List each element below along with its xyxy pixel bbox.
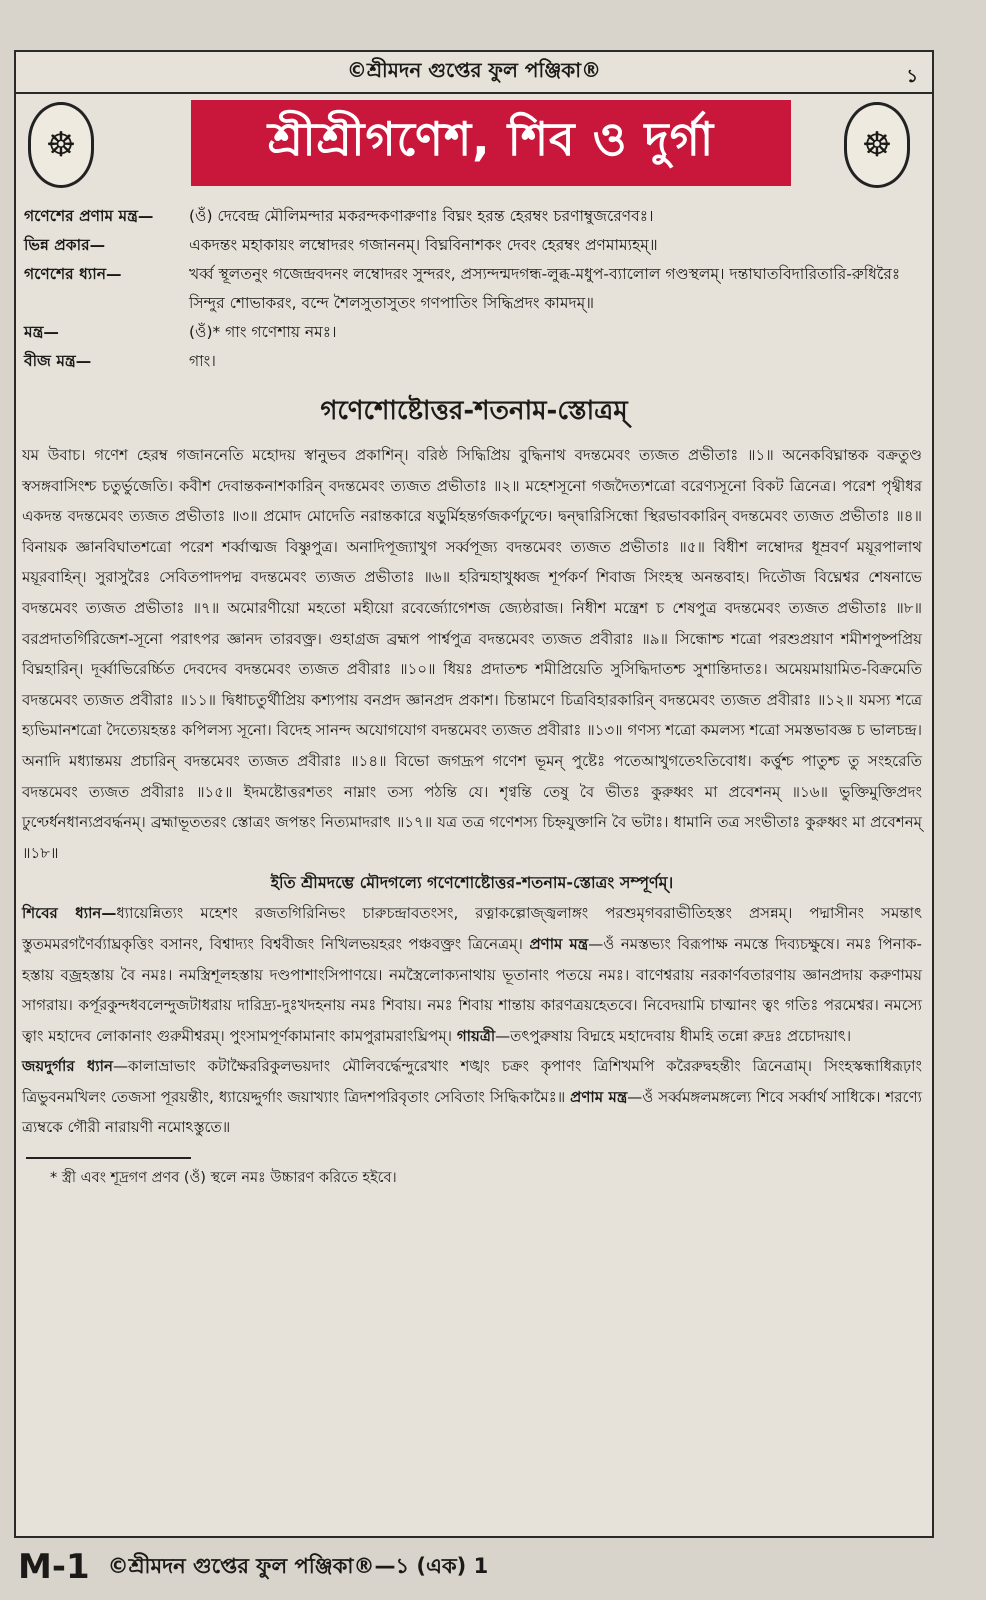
durga-pranam-text: —ওঁ সর্ব্বমঙ্গলমঙ্গল্যে শিবে সর্ব্বার্থ সাধিকে। শরণ্যে ত্র্যম্বকে গৌরী নারায়ণী নমোঽস্তুতে॥ (22, 1087, 922, 1137)
footnote: * স্ত্রী এবং শূদ্রগণ প্রণব (ওঁ) স্থলে নমঃ উচ্চারণ করিতে হইবে। (50, 1170, 397, 1187)
mantra-row (24, 347, 922, 376)
shiva-pranam-text: —ওঁ নমস্তভ্যং বিরূপাক্ষ নমস্তে দিব্যচক্ষুষে। নমঃ পিনাক-হস্তায় বজ্রহস্তায় বৈ নমঃ। নমস্ত্রিশূলহস্তায় দণ্ডপাশাংসিপাণয়ে। নমস্ত্রৈলোক্যনাথায় ভূতানাং পতয়ে নমঃ। বাণেশ্বরায় নরকার্ণবতারণায় জ্ঞানপ্রদায় করুণাময় সাগরায়। কর্পূরকুন্দধবলেন্দুজটাধরায় দারিদ্র্য-দুঃখদহনায় নমঃ শিবায়। নমঃ শিবায় শান্তায় কারণত্রয়হেতবে। নিবেদয়ামি চাত্মানং ত্বং গতিঃ পরমেশ্বর। নমস্যে ত্বাং মহাদেব লোকানাং গুরুমীশ্বরম্। পুংসামপূর্ণকামানাং কামপুরামরাংঘ্রিপম্। (22, 934, 922, 1045)
mantra-label: গণেশের ধ্যান— (24, 265, 122, 283)
ganesha-emblem-icon: ☸ (28, 102, 94, 188)
mantra-label: ভিন্ন প্রকার— (24, 236, 106, 254)
mantra-label: মন্ত্র— (24, 323, 59, 341)
durga-pranam-label: প্রণাম মন্ত্র (570, 1087, 628, 1106)
shiva-dhyan-text: ধ্যায়েন্নিত্যং মহেশং রজতগিরিনিভং চারুচন্দ্রাবতংসং, রত্নাকল্পোজ্জ্বলাঙ্গং পরশুমৃগবরাভীতিহস্তং প্রসন্নম্। পদ্মাসীনং সমন্তাৎ স্তুতমমরগণৈর্ব্যাঘ্রকৃত্তিং বসানং, বিশ্বাদ্যং বিশ্ববীজং নিখিলভয়হরং পঞ্চবক্ত্রং ত্রিনেত্রম্। (22, 904, 922, 953)
shiva-dhyan-label: শিবের ধ্যান— (22, 904, 117, 923)
durga-dhyan-label: জয়দুর্গার ধ্যান (22, 1057, 113, 1076)
mantra-text: খর্ব্ব স্থূলতনুং গজেন্দ্রবদনং লম্বোদরং সুন্দরং, প্রস্যন্দন্মদগন্ধ-লুব্ধ-মধুপ-ব্যালোল গণ্ডস্থলম্। দন্তাঘাতবিদারিতারি-রুধিরৈঃ সিন্দুর শোভাকরং, বন্দে শৈলসুতাসুতং গণপাতিং সিদ্ধিপ্রদং কামদম্॥ (189, 265, 901, 312)
main-text (16, 440, 932, 1143)
mantra-text: (ওঁ)* গাং গণেশায় নমঃ। (189, 323, 337, 341)
stotra-text: যম উবাচ। গণেশ হেরম্ব গজাননেতি মহোদয় স্বানুভব প্রকাশিন্। বরিষ্ঠ সিদ্ধিপ্রিয় বুদ্ধিনাথ বদন্তমেবং ত্যজত প্রভীতাঃ ॥১॥ অনেকবিঘ্নান্তক বক্রতুণ্ড স্বসঙ্গবাসিংশ্চ চতুর্ভুজেতি। কবীশ দেবান্তকনাশকারিন্ বদন্তমেবং ত্যজত প্রভীতাঃ ॥২॥ মহেশসূনো গজদৈত্যশত্রো বরেণ্যসূনো বিকট ত্রিনেত্র। পরেশ পৃথ্বীধর একদন্ত বদন্তমেবং ত্যজত প্রভীতাঃ ॥৩॥ প্রমোদ মোদেতি নরান্তকারে ষড়ুর্মিহন্তর্গজকর্ণঢুণ্ঢে। দ্বন্দ্বারিসিন্ধো স্থিরভাবকারিন্ বদন্তমেবং ত্যজত প্রভীতাঃ ॥৪॥ বিনায়ক জ্ঞানবিঘাতশত্রো পরেশ শর্ব্বাত্মজ বিষ্ণুপুত্র। অনাদিপূজ্যাখুগ সর্ব্বপূজ্য বদন্তমেবং ত্যজত প্রভীতাঃ ॥৫॥ বিধীশ লম্বোদর ধূম্রবর্ণ ময়ূরপালাথ ময়ূরবাহিন্। সুরাসুরৈঃ সেবিতপাদপদ্ম বদন্তমেবং ত্যজত প্রভীতাঃ ॥৬॥ হরিন্মহাখুধ্বজ শূর্পকর্ণ শিবাজ সিংহস্থ অনন্তবাহ। দিতৌজ বিঘ্নেশ্বর শেষনাভে বদন্তমেবং ত্যজত প্রভীতাঃ ॥৭॥ অমোরণীয়ো মহতো মহীয়ো রবের্জ্যোগেশজ জ্যেষ্ঠরাজ। নিধীশ মন্ত্রেশ চ শেষপুত্র বদন্তমেবং ত্যজত প্রভীতাঃ ॥৮॥ বরপ্রদাতর্গিরিজেশ-সূনো পরাৎপর জ্ঞানদ তারবক্ত্র। গুহাগ্রজ ব্রহ্মপ পার্শ্বপুত্র বদন্তমেবং ত্যজত প্রবীরাঃ ॥৯॥ সিন্ধোশ্চ শত্রো পরশুপ্রয়াণ শমীশপুষ্পপ্রিয় বিঘ্নহারিন্। দূর্ব্বাভিরের্চ্চিত দেবদেব বদন্তমেবং ত্যজত প্রবীরাঃ ॥১০॥ ধিয়ঃ প্রদাতশ্চ শমীপ্রিয়েতি সুসিদ্ধিদাতশ্চ সুশান্তিদাতঃ। অমেয়মায়ামিত-বিক্রমেতি বদন্তমেবং ত্যজত প্রবীরাঃ ॥১১॥ দ্বিধাচতুর্থীপ্রিয় কশ্যপায় বনপ্রদ জ্ঞানপ্রদ প্রকাশ। চিন্তামণে চিত্রবিহারকারিন্ বদন্তমেবং ত্যজত প্রবীরাঃ ॥১২॥ যমস্য শত্রে হ্যভিমানশত্রো দৈত্যেয়হন্তঃ কপিলস্য সূনো। বিদেহ সানন্দ অযোগযোগ বদন্তমেবং ত্যজত প্রবীরাঃ ॥১৩॥ গণস্য শত্রো কমলস্য শত্রো সমস্তভাবজ্ঞ চ ভালচন্দ্র। অনাদি মধ্যান্তময় প্রচারিন্ বদন্তমেবং ত্যজত প্রবীরাঃ ॥১৪॥ বিভো জগদ্রূপ গণেশ ভূমন্ পুষ্টেঃ পতেআখুগতেঽতিবোধ। কর্ত্তুশ্চ পাতুশ্চ তু সংহরেতি বদন্তমেবং ত্যজত প্রবীরাঃ ॥১৫॥ ইদমষ্টোত্তরশতং নাম্নাং তস্য পঠন্তি যে। শৃণ্বন্তি তেষু বৈ ভীতঃ কুরুধ্বং মা প্রবেশনম্ ॥১৬॥ ভুক্তিমুক্তিপ্রদং ঢুণ্ঢের্ধনধান্যপ্রবর্দ্ধনম্। ব্রহ্মাভূততরং স্তোত্রং জপন্তং নিত্যমাদরাৎ ॥১৭॥ যত্র তত্র গণেশস্য চিহ্নযুক্তানি বৈ ভটাঃ। ধামানি তত্র সংভীতাঃ কুরুধ্বং মা প্রবেশনম্ ॥১৮॥ (22, 446, 922, 862)
page-number: ১ (906, 66, 918, 87)
shiva-pranam-label: প্রণাম মন্ত্র (529, 934, 589, 953)
footnote-divider (26, 1157, 191, 1159)
shiva-section (22, 898, 922, 1051)
page-footer (18, 1542, 918, 1592)
mantra-row (24, 318, 922, 347)
mantra-row (24, 231, 922, 260)
durga-dhyan-text: —কালাভ্রাভাং কটাক্ষৈররিকুলভয়দাং মৌলিবর্দ্ধেন্দুরেখাং শঙ্খং চক্রং কৃপাণং ত্রিশিখমপি করৈরুদ্বহন্তীং ত্রিনেত্রাম্। সিংহস্কন্ধাধিরূঢ়াং ত্রিভুবনমখিলং তেজসা পূরয়ন্তীং, ধ্যায়েদ্দুর্গাং জয়াখ্যাং ত্রিদশপরিবৃতাং সেবিতাং সিদ্ধিকামৈঃ॥ (22, 1057, 922, 1106)
stotra-colophon: ইতি শ্রীমদম্ভে মৌদগল্যে গণেশোষ্টোত্তর-শতনাম-স্তোত্রং সম্পূর্ণম্। (270, 873, 674, 893)
running-title: ©শ্রীমদন গুপ্তের ফুল পঞ্জিকা® (346, 57, 602, 82)
title-banner-row (16, 94, 932, 202)
stotra-title: গণেশোষ্টোত্তর-শতনাম-স্তোত্রম্ (320, 396, 628, 426)
page-code: M-1 (18, 1547, 90, 1587)
mantra-row (24, 260, 922, 318)
mantra-label: গণেশের প্রণাম মন্ত্র— (24, 207, 154, 225)
mantra-row (24, 202, 922, 231)
mantra-text: একদন্তং মহাকায়ং লম্বোদরং গজাননম্। বিঘ্নবিনাশকং দেবং হেরম্বং প্রণমাম্যহম্॥ (189, 236, 658, 254)
footer-label: ©শ্রীমদন গুপ্তের ফুল পঞ্জিকা®—১ (এক) 1 (107, 1553, 489, 1578)
mantra-text: (ওঁ) দেবেন্দ্র মৌলিমন্দার মকরন্দকণারুণাঃ বিঘ্নং হরন্ত হেরম্বং চরণাম্বুজরেণবঃ। (189, 207, 654, 225)
page-frame (14, 50, 934, 1538)
shiva-gayatri-text: —তৎপুরুষায় বিদ্মহে মহাদেবায় ধীমহি তন্নো রুদ্রঃ প্রচোদয়াৎ। (495, 1026, 852, 1045)
mantra-label: বীজ মন্ত্র— (24, 352, 92, 370)
mantra-text: গাং। (189, 352, 216, 370)
mantra-list (16, 202, 932, 376)
shiva-gayatri-label: গায়ত্রী (456, 1026, 496, 1045)
durga-section (22, 1051, 922, 1143)
ganesha-emblem-icon: ☸ (844, 102, 910, 188)
title-banner: শ্রীশ্রীগণেশ, শিব ও দুর্গা (191, 100, 791, 186)
running-header (16, 52, 932, 94)
